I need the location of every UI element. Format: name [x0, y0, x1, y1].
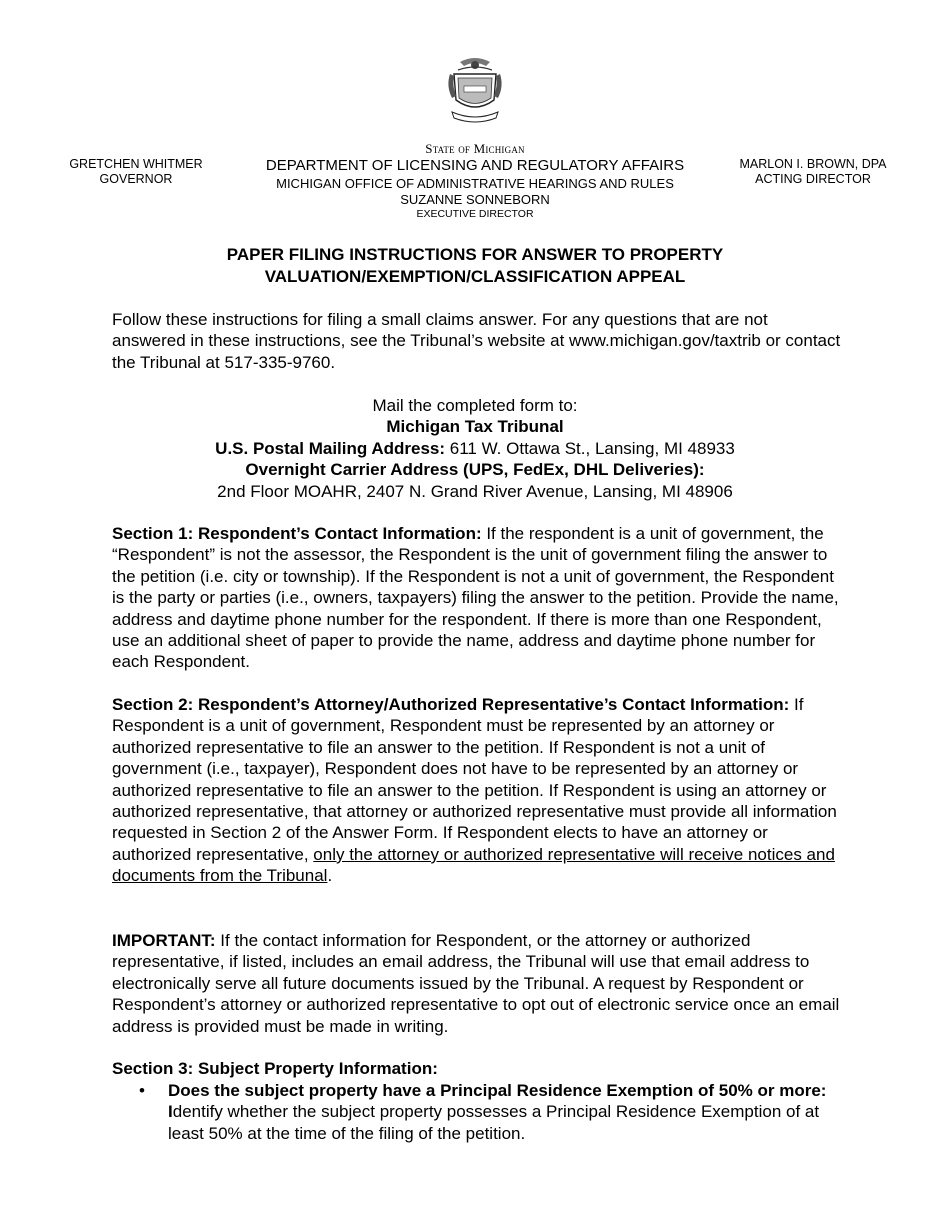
section-1-text: If the respondent is a unit of government, the “Respondent” is not the assessor, the Respondent is the unit of government filing the answer to the petition (i.e. city or township). If the Respondent is not a unit of government, the Respondent is the party or parties (i.e., owners, taxpayers) filing the answer to the petition. Provide the name, address and daytime phone number for the respondent. If there is more than one Respondent, use an additional sheet of paper to provide the name, address and daytime phone number for each Respondent. — [112, 524, 839, 672]
director-block — [732, 157, 894, 187]
mail-lead: Mail the completed form to: — [372, 396, 578, 415]
important-label: IMPORTANT: — [112, 931, 216, 950]
bullet-text: dentify whether the subject property possesses a Principal Residence Exemption of at least 50% at the time of the filing of the petition. — [168, 1102, 820, 1143]
section-2: Section 2: Respondent’s Attorney/Authorized Representative’s Contact Information: If Respondent is a unit of government, Respondent must be represented by an attorney or authorized representative to file an answer to the petition. If Respondent is not a unit of government (i.e., taxpayer), Respondent does not have to be represented by an attorney or authorized representative to file an answer to the petition. If Respondent is using an attorney or authorized representative, that attorney or authorized representative must provide all information requested in Section 2 of the Answer Form. If Respondent elects to have an attorney or authorized representative, only the attorney or authorized representative will receive notices and documents from the Tribunal. — [112, 695, 837, 886]
mail-recipient: Michigan Tax Tribunal — [386, 417, 564, 437]
governor-title: GOVERNOR — [99, 172, 173, 186]
title-line-1: PAPER FILING INSTRUCTIONS FOR ANSWER TO PROPERTY — [226, 245, 724, 264]
important-notice — [112, 930, 844, 1037]
bullet-icon: • — [139, 1081, 145, 1100]
bullet-question: Does the subject property have a Principal Residence Exemption of 50% or more: I — [168, 1081, 827, 1122]
postal-address-text: 611 W. Ottawa St., Lansing, MI 48933 — [445, 438, 735, 458]
overnight-address: 2nd Floor MOAHR, 2407 N. Grand River Avenue, Lansing, MI 48906 — [217, 481, 733, 501]
intro-paragraph: Follow these instructions for filing a small claims answer. For any questions that are not answered in these instructions, see the Tribunal’s website at www.michigan.gov/taxtrib or contact the Tribunal at 517-335-9760. — [112, 310, 841, 372]
governor-block — [60, 157, 212, 187]
important-text: If the contact information for Respondent, or the attorney or authorized representative, if listed, includes an email address, the Tribunal will use that email address to electronically serve all future documents issued by the Tribunal. A request by Respondent or Respondent’s attorney or authorized representative to opt out of electronic service once an email address is provided must be made in writing. — [112, 931, 840, 1036]
director-title: ACTING DIRECTOR — [755, 172, 871, 186]
director-name: MARLON I. BROWN, DPA — [739, 157, 887, 171]
department-name: DEPARTMENT OF LICENSING AND REGULATORY AFFAIRS — [265, 157, 685, 174]
governor-name: GRETCHEN WHITMER — [69, 157, 203, 171]
postal-label: U.S. Postal Mailing Address: — [215, 438, 446, 458]
document-title — [112, 244, 838, 288]
michigan-state-seal-icon — [446, 56, 504, 126]
section-3-bullet — [168, 1080, 844, 1144]
office-name: MICHIGAN OFFICE OF ADMINISTRATIVE HEARINGS AND RULES — [276, 176, 674, 191]
state-name: State of Michigan — [425, 141, 525, 156]
mailing-block — [112, 395, 838, 502]
agency-header — [215, 140, 735, 221]
overnight-label: Overnight Carrier Address (UPS, FedEx, DHL Deliveries): — [245, 460, 705, 480]
section-2-underlined: only the attorney or authorized representative will receive notices and documents from the Tribunal — [112, 844, 835, 886]
section-1-heading: Section 1: Respondent’s Contact Information: — [112, 524, 482, 543]
title-line-2: VALUATION/EXEMPTION/CLASSIFICATION APPEAL — [264, 267, 686, 286]
executive-director-title: EXECUTIVE DIRECTOR — [416, 208, 534, 220]
section-1 — [112, 523, 844, 673]
section-2-heading: Section 2: Respondent’s Attorney/Authorized Representative’s Contact Information: — [112, 695, 790, 714]
section-2-text: If Respondent is a unit of government, Respondent must be represented by an attorney or authorized representative to file an answer to the petition. If Respondent is not a unit of government (i.e., taxpayer), Respondent does not have to be represented by an attorney or authorized representative to file an answer to the petition. If Respondent is using an attorney or authorized representative, that attorney or authorized representative must provide all information requested in Section 2 of the Answer Form. If Respondent elects to have an attorney or authorized representative, — [112, 695, 837, 864]
section-3-heading: Section 3: Subject Property Information: — [112, 1059, 438, 1078]
postal-address — [112, 438, 838, 459]
executive-director-name: SUZANNE SONNEBORN — [400, 192, 550, 207]
